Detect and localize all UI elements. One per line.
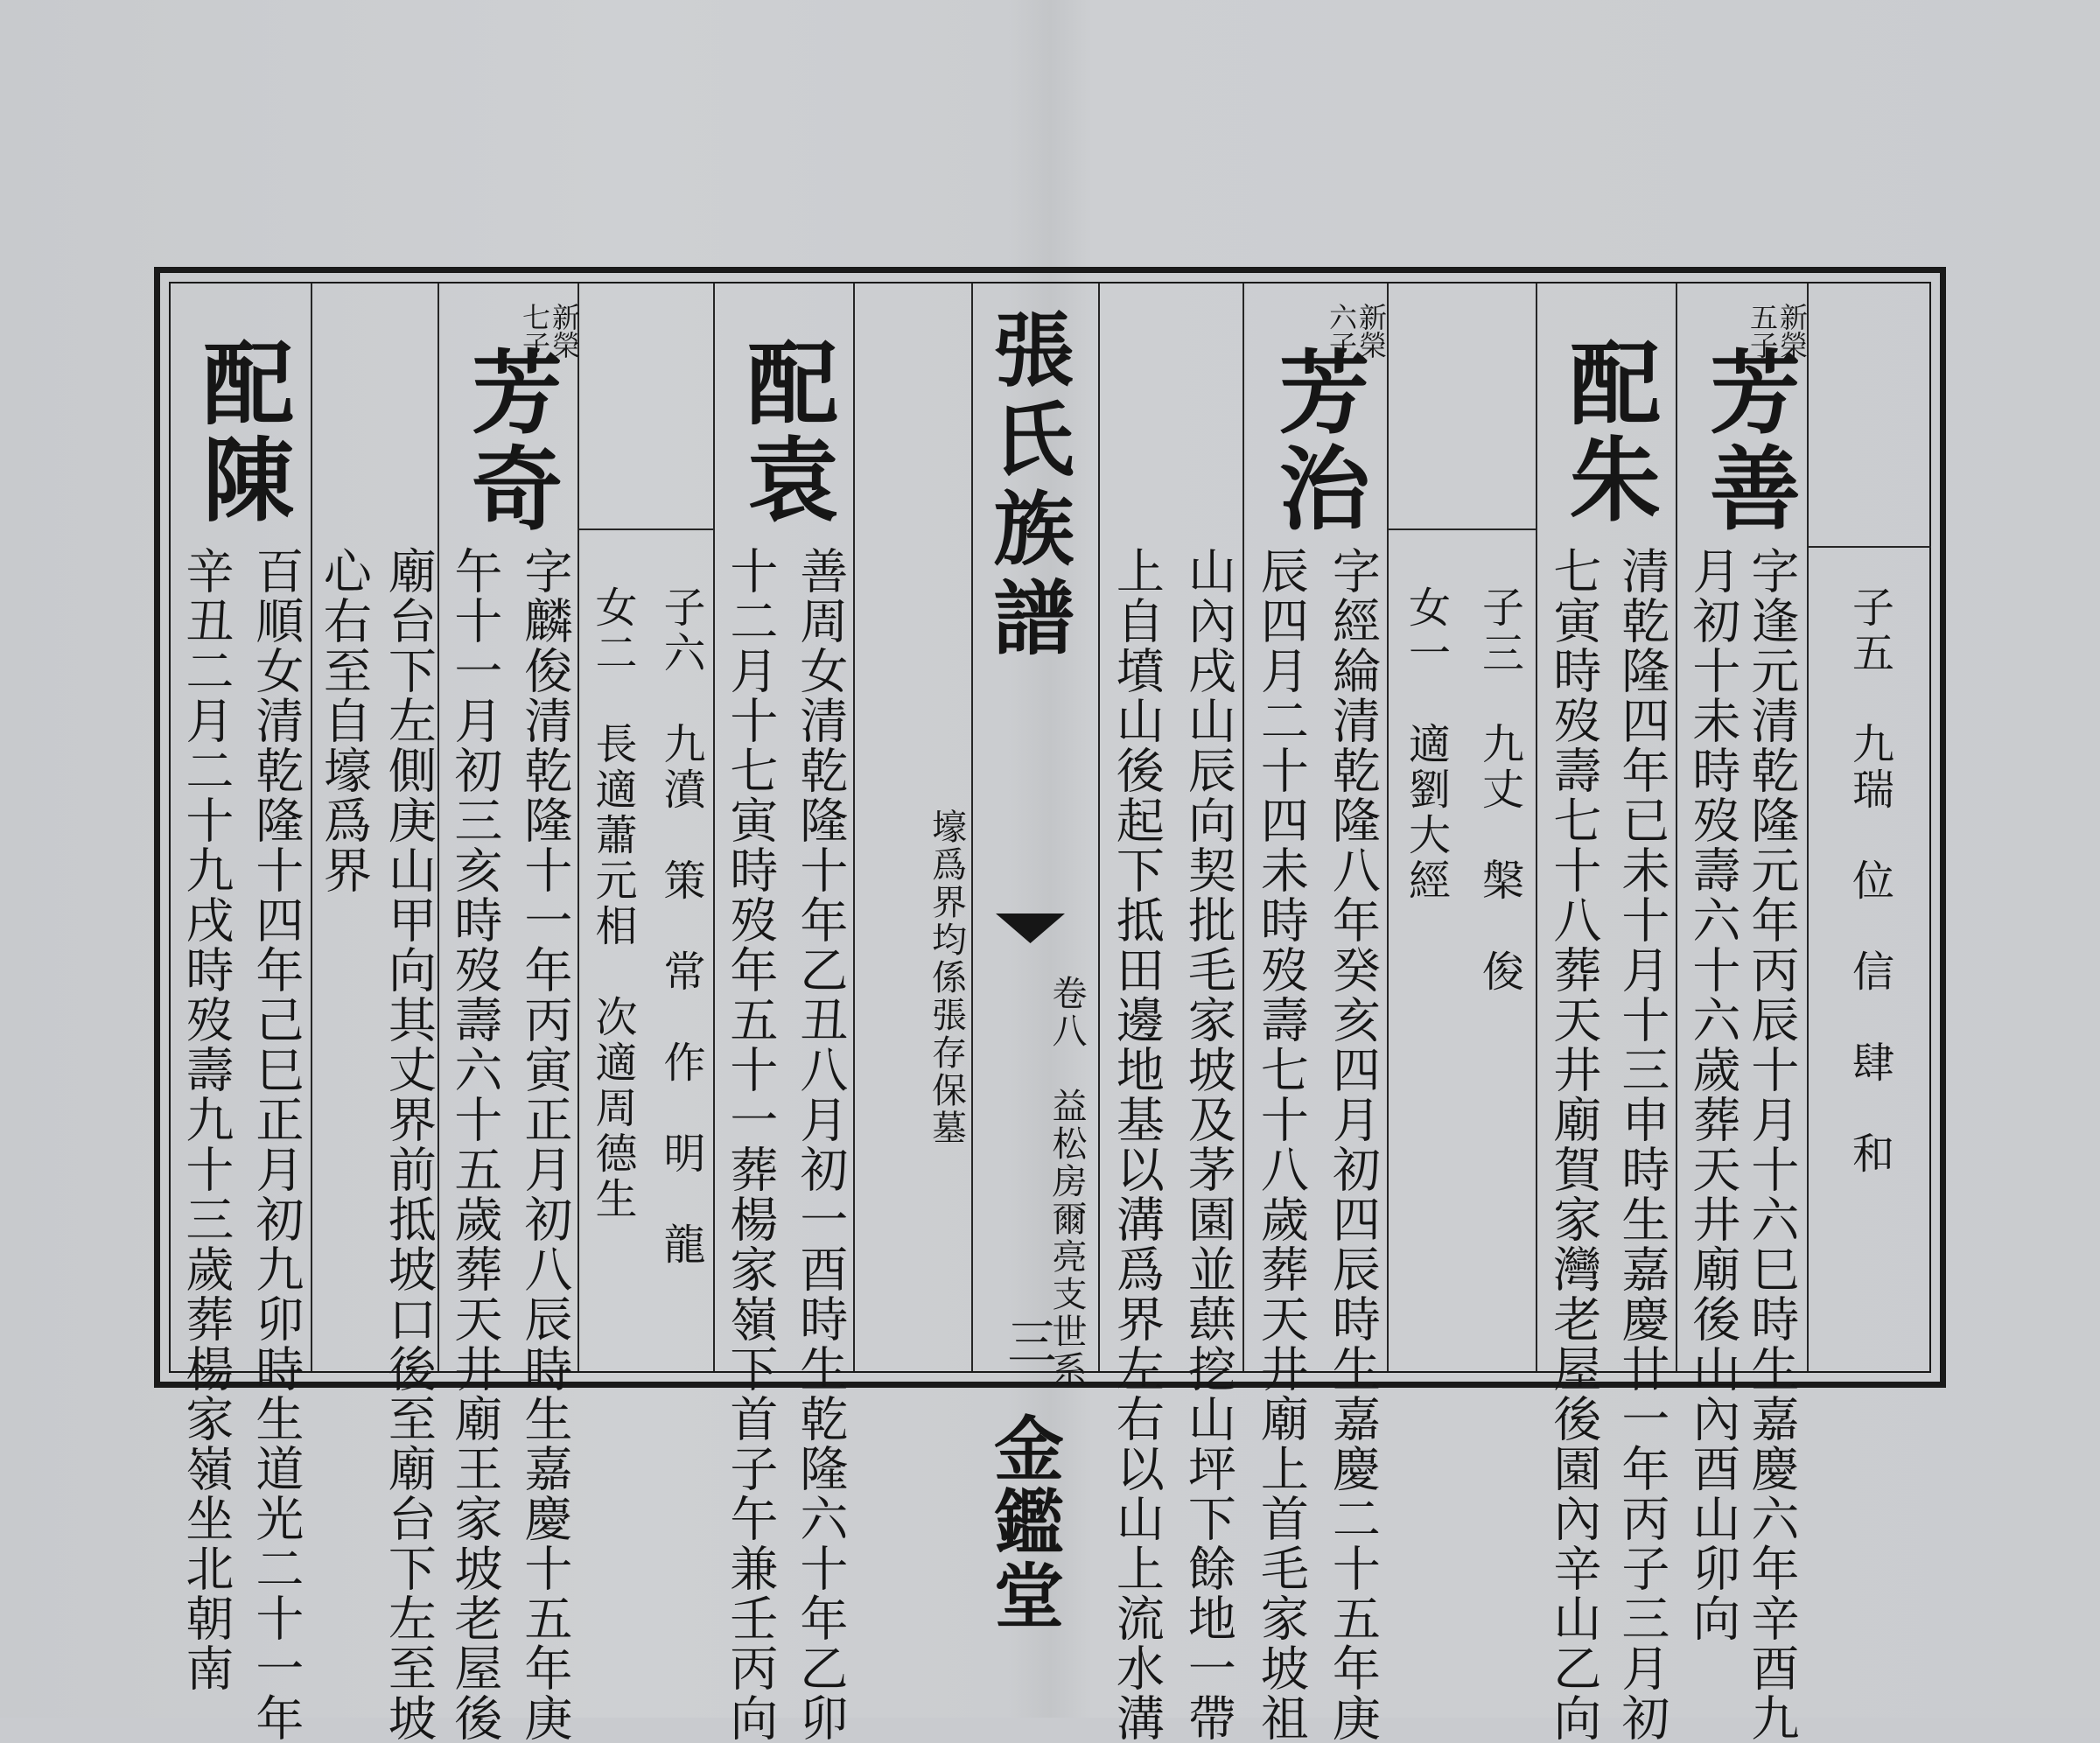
book-title: 張氏族譜 bbox=[980, 308, 1075, 665]
column-fangzhi bbox=[1242, 284, 1389, 1743]
biography-line: 上自墳山後起下抵田邊地基以溝爲界左右以山上流水溝 bbox=[1108, 546, 1165, 1743]
hall-name: 金鑑堂 bbox=[982, 1412, 1065, 1633]
biography-line: 辛丑二月二十九戌時歿壽九十三歲葬楊家嶺坐北朝南 bbox=[178, 546, 234, 1693]
biography-line: 午十一月初三亥時歿壽六十五歲葬天井廟王家坡老屋後 bbox=[446, 546, 503, 1743]
spouse-name: 配陳 bbox=[187, 336, 295, 528]
column-blank bbox=[853, 284, 973, 1371]
column-fangqi bbox=[438, 284, 581, 1743]
person-name: 芳治 bbox=[1263, 345, 1371, 537]
column-fangzhi-continued bbox=[1098, 284, 1244, 1743]
fishtail-mark bbox=[996, 914, 1065, 943]
sons-list: 子三 九丈 槃 俊 bbox=[1474, 585, 1524, 995]
column-children-fangzhi bbox=[578, 284, 715, 1371]
column-rule bbox=[1809, 546, 1931, 548]
column-wife-chen bbox=[171, 284, 311, 1743]
person-name: 芳奇 bbox=[456, 345, 564, 537]
volume-line: 卷八 益松房爾亮支世系 bbox=[1046, 975, 1087, 1389]
biography-line: 七寅時歿壽七十八葬天井廟賀家灣老屋後園內辛山乙向 bbox=[1545, 546, 1602, 1743]
biography-line: 字經綸清乾隆八年癸亥四月初四辰時生嘉慶二十五年庚 bbox=[1324, 546, 1381, 1743]
column-fangqi-continued bbox=[311, 284, 439, 1743]
frame-inner-border bbox=[169, 282, 1931, 1743]
note-line: 七子 bbox=[518, 303, 551, 359]
daughters-list: 女二 長適蕭元相 次適周德生 bbox=[588, 585, 637, 1222]
biography-line: 月初十未時歿壽六十六歲葬天井廟後山內酉山卯向 bbox=[1684, 546, 1741, 1643]
spouse-name: 配朱 bbox=[1554, 336, 1662, 528]
biography-line: 字逢元清乾隆元年丙辰十月十六巳時生嘉慶六年辛酉九 bbox=[1743, 546, 1800, 1743]
note-line: 六子 bbox=[1325, 303, 1358, 359]
sons-list: 子五 九瑞 位 信 肆 和 bbox=[1844, 585, 1894, 1177]
page-number: 三 bbox=[999, 1316, 1057, 1365]
note-line: 新榮 bbox=[1775, 303, 1809, 359]
biography-line: 字麟俊清乾隆十一年丙寅正月初八辰時生嘉慶十五年庚 bbox=[516, 546, 573, 1743]
note-line: 新榮 bbox=[548, 303, 581, 359]
biography-line: 廟台下左側庚山甲向其丈界前抵坡口後至廟台下左至坡 bbox=[380, 546, 437, 1743]
biography-line: 辰四月二十四未時歿壽七十八歲葬天井廟上首毛家坡祖 bbox=[1252, 546, 1309, 1743]
biography-line: 清乾隆四年已未十月十三申時生嘉慶廿一年丙子三月初 bbox=[1614, 546, 1670, 1743]
title-side-note: 壕爲界均係張存保墓 bbox=[926, 808, 967, 1147]
biography-line: 善周女清乾隆十年乙丑八月初一酉時生乾隆六十年乙卯 bbox=[792, 546, 849, 1743]
person-name: 芳善 bbox=[1694, 345, 1802, 537]
column-fangshan bbox=[1676, 284, 1809, 1743]
spouse-name: 配袁 bbox=[732, 336, 839, 528]
column-book-title bbox=[926, 284, 1100, 1633]
biography-line: 百順女清乾隆十四年己巳正月初九卯時生道光二十一年 bbox=[248, 546, 304, 1743]
sons-list: 子六 九濆 策 常 作 明 龍 bbox=[656, 585, 705, 1268]
column-wife-zhu bbox=[1536, 284, 1677, 1743]
genealogy-page-frame bbox=[154, 267, 1946, 1743]
note-line: 新榮 bbox=[1354, 303, 1388, 359]
column-sons-of-previous bbox=[1807, 284, 1931, 1371]
biography-line: 十二月十七寅時歿年五十一葬楊家嶺下首子午兼壬丙向 bbox=[722, 546, 779, 1743]
column-wife-yuan bbox=[713, 284, 855, 1743]
biography-line: 心右至自壕爲界 bbox=[315, 546, 372, 895]
note-line: 五子 bbox=[1746, 303, 1779, 359]
biography-line: 山內戌山辰向契批毛家坡及茅園並蕻挖山坪下餘地一帶 bbox=[1180, 546, 1236, 1743]
column-children-fangshan bbox=[1387, 284, 1537, 1371]
column-rule bbox=[579, 528, 715, 530]
daughters-list: 女一 適劉大經 bbox=[1401, 585, 1451, 904]
column-rule bbox=[1389, 528, 1537, 530]
